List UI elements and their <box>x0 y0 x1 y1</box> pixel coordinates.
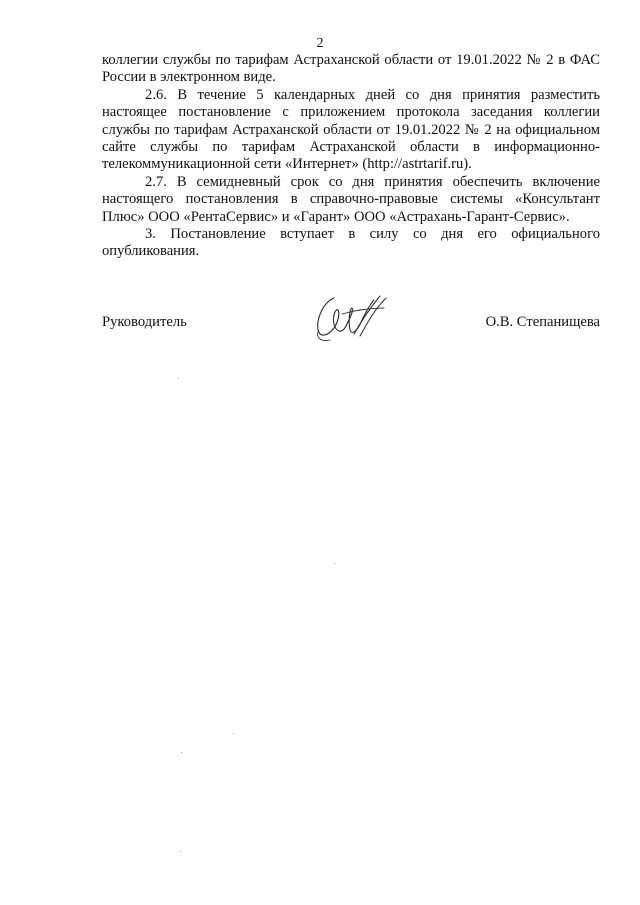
paragraph-2-6: 2.6. В течение 5 календарных дней со дня принятия разместить настоящее постановление с приложением протокола заседания коллегии службы по тарифам Астраханской области от 19.01.2022 № 2 на официальном сайте службы по тарифам Астраханской области в информационно-телекоммуникационной сети «Интернет» (http://astrtarif.ru). <box>102 86 600 173</box>
handwritten-signature <box>312 290 392 348</box>
paragraph-continuation: коллегии службы по тарифам Астраханской области от 19.01.2022 № 2 в ФАС России в электронном виде. <box>102 52 600 86</box>
scan-speck <box>334 563 335 564</box>
signatory-name: О.В. Степанищева <box>485 314 600 330</box>
signatory-title: Руководитель <box>102 314 187 330</box>
paragraph-3: 3. Постановление вступает в силу со дня его официального опубликования. <box>102 226 600 260</box>
document-body <box>102 52 600 261</box>
scan-speck <box>233 733 234 734</box>
paragraph-2-7: 2.7. В семидневный срок со дня принятия обеспечить включение настоящего постановления в справочно-правовые системы «Консультант Плюс» ООО «РентаСервис» и «Гарант» ООО «Астрахань-Гарант-Сервис». <box>102 173 600 225</box>
scan-speck <box>180 851 181 852</box>
scan-speck <box>181 752 182 753</box>
scan-speck <box>178 378 179 379</box>
page-number: 2 <box>316 36 324 51</box>
